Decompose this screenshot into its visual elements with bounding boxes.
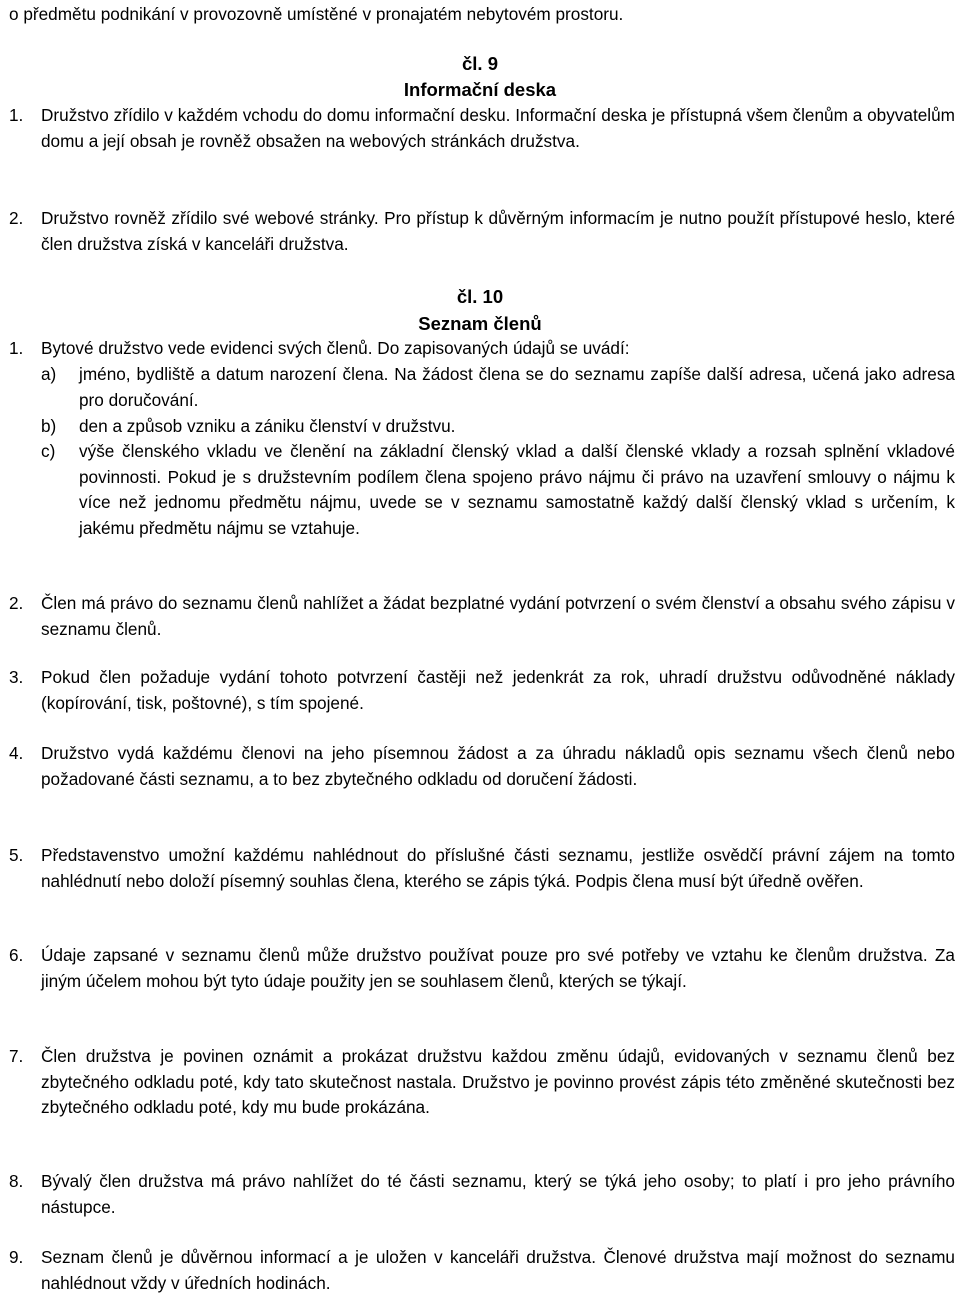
item-number: 4. (9, 743, 24, 763)
article-9-item-2 (9, 206, 955, 257)
article-10-number: čl. 10 (456, 286, 504, 307)
article-10-heading: Seznam členů (418, 313, 542, 334)
item-text: Údaje zapsané v seznamu členů může družstvo používat pouze pro své potřeby ve vztahu ke členům družstva. Za jiným účelem mohou být tyto údaje použity jen se souhlasem členů, kterých se týkají. (41, 945, 955, 991)
sub-item-text: den a způsob vzniku a zániku členství v družstvu. (79, 416, 456, 436)
sub-item-letter: c) (41, 441, 56, 461)
article-9-heading: Informační deska (403, 79, 557, 100)
article-10-item-5 (9, 843, 955, 894)
item-text: Bytové družstvo vede evidenci svých členů. Do zapisovaných údajů se uvádí: (41, 338, 630, 358)
sub-item-a (41, 362, 955, 413)
item-text: Člen družstva je povinen oznámit a prokázat družstvu každou změnu údajů, evidovaných v seznamu členů bez zbytečného odkladu poté, kdy tato skutečnost nastala. Družstvo je povinno provést zápis této změněné skutečnosti bez zbytečného odkladu poté, kdy mu bude prokázána. (41, 1046, 955, 1117)
item-number: 3. (9, 667, 24, 687)
item-text: Seznam členů je důvěrnou informací a je uložen v kanceláři družstva. Členové družstva mají možnost do seznamu nahlédnout vždy v úředních hodinách. (41, 1247, 955, 1293)
item-text: Družstvo zřídilo v každém vchodu do domu informační desku. Informační deska je přístupná všem členům a obyvatelům domu a její obsah je rovněž obsažen na webových stránkách družstva. (41, 105, 955, 151)
intro-line: o předmětu podnikání v provozovně umístěné v pronajatém nebytovém prostoru. (9, 4, 624, 24)
article-10-item-2 (9, 591, 955, 642)
article-10-item-1 (9, 336, 955, 362)
article-9-number: čl. 9 (462, 53, 498, 74)
article-10-item-8 (9, 1169, 955, 1220)
item-number: 7. (9, 1046, 24, 1066)
item-number: 8. (9, 1171, 24, 1191)
item-number: 1. (9, 338, 24, 358)
article-10-item-9 (9, 1245, 955, 1296)
sub-item-c (41, 439, 955, 541)
item-text: Družstvo vydá každému členovi na jeho písemnou žádost a za úhradu nákladů opis seznamu všech členů nebo požadované části seznamu, a to bez zbytečného odkladu od doručení žádosti. (41, 743, 955, 789)
item-number: 6. (9, 945, 24, 965)
article-10-item-6 (9, 943, 955, 994)
sub-item-letter: a) (41, 364, 57, 384)
item-text: Bývalý člen družstva má právo nahlížet do té části seznamu, který se týká jeho osoby; to platí i pro jeho právního nástupce. (41, 1171, 955, 1217)
item-text: Pokud člen požaduje vydání tohoto potvrzení častěji než jedenkrát za rok, uhradí družstvu odůvodněné náklady (kopírování, tisk, poštovné), s tím spojené. (41, 667, 955, 713)
article-10-item-7 (9, 1044, 955, 1121)
sub-item-letter: b) (41, 416, 57, 436)
item-number: 5. (9, 845, 24, 865)
sub-item-text: jméno, bydliště a datum narození člena. Na žádost člena se do seznamu zapíše další adresa, učená jako adresa pro doručování. (79, 364, 955, 410)
article-9-item-1 (9, 103, 955, 154)
item-number: 9. (9, 1247, 24, 1267)
item-text: Družstvo rovněž zřídilo své webové stránky. Pro přístup k důvěrným informacím je nutno použít přístupové heslo, které člen družstva získá v kanceláři družstva. (41, 208, 955, 254)
article-10-item-3 (9, 665, 955, 716)
item-number: 2. (9, 593, 24, 613)
sub-item-b (41, 414, 955, 440)
article-10-item-4 (9, 741, 955, 792)
item-text: Člen má právo do seznamu členů nahlížet a žádat bezplatné vydání potvrzení o svém členství a obsahu svého zápisu v seznamu členů. (41, 593, 955, 639)
item-number: 2. (9, 208, 24, 228)
item-number: 1. (9, 105, 24, 125)
item-text: Představenstvo umožní každému nahlédnout do příslušné části seznamu, jestliže osvědčí právní zájem na tomto nahlédnutí nebo doloží písemný souhlas člena, kterého se zápis týká. Podpis člena musí být úředně ověřen. (41, 845, 955, 891)
sub-item-text: výše členského vkladu ve členění na základní členský vklad a další členské vklady a rozsah splnění vkladové povinnosti. Pokud je s družstevním podílem člena spojeno právo nájmu či právo na uzavření smlouvy o nájmu k více než jednomu předmětu nájmu, uvede se v seznamu samostatně každý další členský vklad s určením, k jakému předmětu nájmu se vztahuje. (79, 441, 955, 538)
